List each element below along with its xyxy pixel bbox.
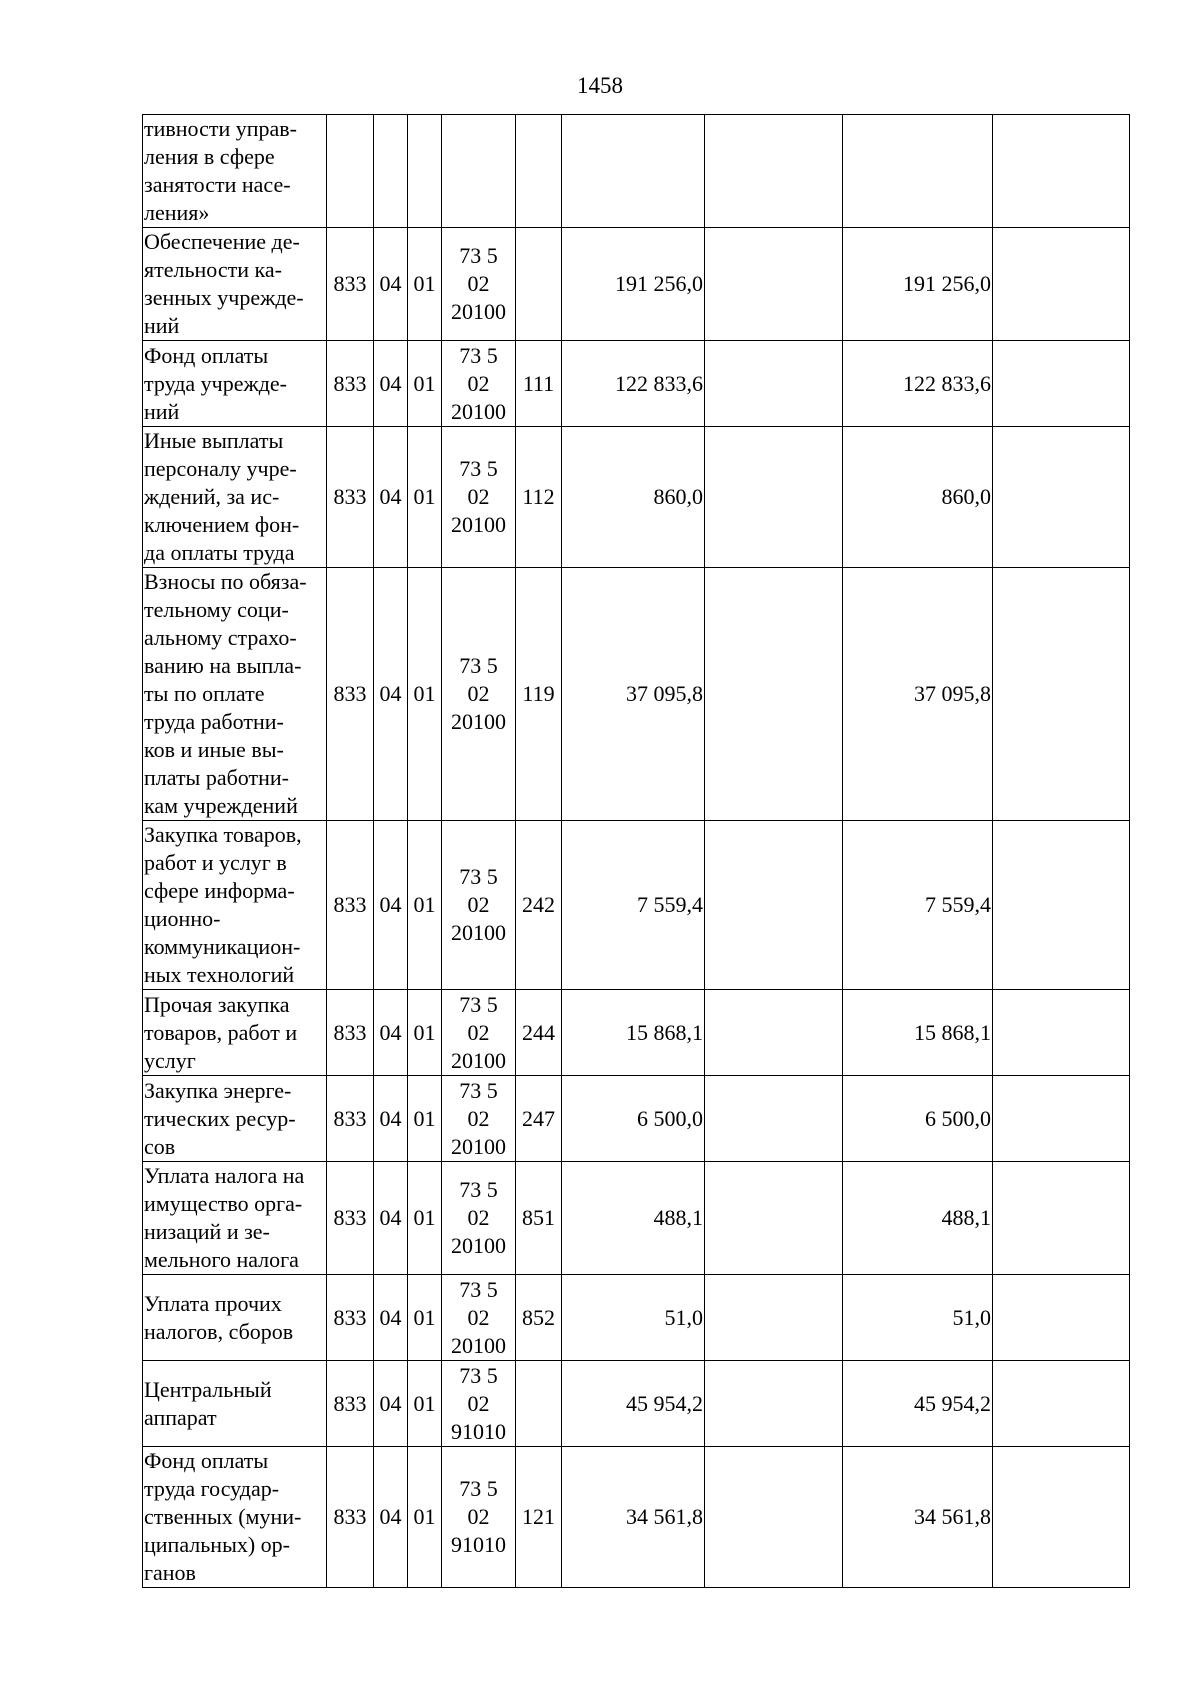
amount-cell: [705, 990, 843, 1076]
section-code: 04: [374, 1361, 408, 1447]
amount-cell: 34 561,8: [843, 1447, 993, 1588]
row-name: Иные выплаты персоналу учре- ждений, за ис- ключением фон- да оплаты труда: [143, 427, 327, 568]
budget-table: [142, 114, 1130, 1588]
amount-cell: [993, 1076, 1130, 1162]
subsection-code: 01: [408, 1361, 442, 1447]
amount-cell: [705, 1447, 843, 1588]
table-row: [143, 568, 1130, 821]
expense-type-code: 111: [516, 341, 562, 427]
subsection-code: 01: [408, 568, 442, 821]
amount-cell: [993, 341, 1130, 427]
section-code: 04: [374, 1275, 408, 1361]
ministry-code: 833: [327, 228, 374, 341]
row-name: Закупка товаров, работ и услуг в сфере информа- ционно- коммуникацион- ных технологий: [143, 821, 327, 990]
amount-cell: 34 561,8: [562, 1447, 705, 1588]
expense-type-code: 242: [516, 821, 562, 990]
amount-cell: 15 868,1: [843, 990, 993, 1076]
ministry-code: 833: [327, 1162, 374, 1275]
expense-type-code: [516, 228, 562, 341]
expense-type-code: 247: [516, 1076, 562, 1162]
row-name: Взносы по обяза- тельному соци- альному страхо- ванию на выпла- ты по оплате труда работни- ков и иные вы- платы работни- кам учреждений: [143, 568, 327, 821]
amount-cell: 122 833,6: [843, 341, 993, 427]
subsection-code: 01: [408, 228, 442, 341]
amount-cell: [705, 115, 843, 228]
amount-cell: [993, 568, 1130, 821]
amount-cell: 488,1: [843, 1162, 993, 1275]
amount-cell: [705, 1361, 843, 1447]
amount-cell: 7 559,4: [562, 821, 705, 990]
amount-cell: [993, 990, 1130, 1076]
row-name: Центральный аппарат: [143, 1361, 327, 1447]
ministry-code: [327, 115, 374, 228]
amount-cell: [562, 115, 705, 228]
target-article-code: 73 5 02 91010: [442, 1361, 516, 1447]
amount-cell: 6 500,0: [562, 1076, 705, 1162]
ministry-code: 833: [327, 1076, 374, 1162]
amount-cell: [705, 427, 843, 568]
target-article-code: 73 5 02 20100: [442, 1076, 516, 1162]
table-row: [143, 990, 1130, 1076]
amount-cell: 45 954,2: [562, 1361, 705, 1447]
ministry-code: 833: [327, 1447, 374, 1588]
section-code: 04: [374, 990, 408, 1076]
row-name: Уплата налога на имущество орга- низаций и зе- мельного налога: [143, 1162, 327, 1275]
amount-cell: [705, 228, 843, 341]
amount-cell: 6 500,0: [843, 1076, 993, 1162]
section-code: 04: [374, 568, 408, 821]
section-code: 04: [374, 821, 408, 990]
amount-cell: 37 095,8: [843, 568, 993, 821]
table-row: [143, 341, 1130, 427]
ministry-code: 833: [327, 1361, 374, 1447]
subsection-code: 01: [408, 1076, 442, 1162]
amount-cell: 860,0: [562, 427, 705, 568]
subsection-code: 01: [408, 1447, 442, 1588]
amount-cell: [993, 1447, 1130, 1588]
expense-type-code: [516, 115, 562, 228]
amount-cell: [705, 1275, 843, 1361]
amount-cell: [705, 341, 843, 427]
amount-cell: [993, 1162, 1130, 1275]
amount-cell: 51,0: [562, 1275, 705, 1361]
subsection-code: 01: [408, 341, 442, 427]
page-number: 1458: [577, 73, 623, 98]
amount-cell: 37 095,8: [562, 568, 705, 821]
row-name: Прочая закупка товаров, работ и услуг: [143, 990, 327, 1076]
section-code: 04: [374, 1076, 408, 1162]
ministry-code: 833: [327, 821, 374, 990]
amount-cell: [993, 115, 1130, 228]
table-body: [143, 115, 1130, 1588]
subsection-code: [408, 115, 442, 228]
ministry-code: 833: [327, 990, 374, 1076]
subsection-code: 01: [408, 1275, 442, 1361]
target-article-code: 73 5 02 20100: [442, 568, 516, 821]
amount-cell: [843, 115, 993, 228]
section-code: 04: [374, 341, 408, 427]
target-article-code: 73 5 02 20100: [442, 228, 516, 341]
target-article-code: 73 5 02 20100: [442, 1275, 516, 1361]
row-name: тивности управ- ления в сфере занятости насе- ления»: [143, 115, 327, 228]
row-name: Уплата прочих налогов, сборов: [143, 1275, 327, 1361]
table-row: [143, 1162, 1130, 1275]
expense-type-code: 112: [516, 427, 562, 568]
row-name: Закупка энерге- тических ресур- сов: [143, 1076, 327, 1162]
ministry-code: 833: [327, 1275, 374, 1361]
expense-type-code: 851: [516, 1162, 562, 1275]
table-row: [143, 115, 1130, 228]
amount-cell: [993, 821, 1130, 990]
expense-type-code: [516, 1361, 562, 1447]
amount-cell: [705, 568, 843, 821]
amount-cell: 45 954,2: [843, 1361, 993, 1447]
subsection-code: 01: [408, 990, 442, 1076]
amount-cell: [993, 228, 1130, 341]
ministry-code: 833: [327, 341, 374, 427]
subsection-code: 01: [408, 1162, 442, 1275]
section-code: 04: [374, 228, 408, 341]
expense-type-code: 852: [516, 1275, 562, 1361]
subsection-code: 01: [408, 821, 442, 990]
expense-type-code: 244: [516, 990, 562, 1076]
table-row: [143, 427, 1130, 568]
ministry-code: 833: [327, 427, 374, 568]
table-row: [143, 228, 1130, 341]
amount-cell: 15 868,1: [562, 990, 705, 1076]
amount-cell: 860,0: [843, 427, 993, 568]
amount-cell: 7 559,4: [843, 821, 993, 990]
target-article-code: 73 5 02 20100: [442, 821, 516, 990]
amount-cell: [705, 821, 843, 990]
target-article-code: 73 5 02 20100: [442, 990, 516, 1076]
target-article-code: [442, 115, 516, 228]
table-row: [143, 1447, 1130, 1588]
target-article-code: 73 5 02 91010: [442, 1447, 516, 1588]
table-row: [143, 1076, 1130, 1162]
target-article-code: 73 5 02 20100: [442, 1162, 516, 1275]
target-article-code: 73 5 02 20100: [442, 427, 516, 568]
row-name: Обеспечение де- ятельности ка- зенных учрежде- ний: [143, 228, 327, 341]
ministry-code: 833: [327, 568, 374, 821]
section-code: 04: [374, 1447, 408, 1588]
amount-cell: [993, 1275, 1130, 1361]
amount-cell: 122 833,6: [562, 341, 705, 427]
expense-type-code: 119: [516, 568, 562, 821]
table-row: [143, 1275, 1130, 1361]
amount-cell: [993, 427, 1130, 568]
amount-cell: [705, 1162, 843, 1275]
section-code: 04: [374, 1162, 408, 1275]
amount-cell: 191 256,0: [843, 228, 993, 341]
amount-cell: 51,0: [843, 1275, 993, 1361]
section-code: [374, 115, 408, 228]
amount-cell: [993, 1361, 1130, 1447]
table-row: [143, 821, 1130, 990]
subsection-code: 01: [408, 427, 442, 568]
row-name: Фонд оплаты труда государ- ственных (муни- ципальных) ор- ганов: [143, 1447, 327, 1588]
row-name: Фонд оплаты труда учрежде- ний: [143, 341, 327, 427]
amount-cell: [705, 1076, 843, 1162]
section-code: 04: [374, 427, 408, 568]
expense-type-code: 121: [516, 1447, 562, 1588]
amount-cell: 488,1: [562, 1162, 705, 1275]
amount-cell: 191 256,0: [562, 228, 705, 341]
target-article-code: 73 5 02 20100: [442, 341, 516, 427]
table-row: [143, 1361, 1130, 1447]
